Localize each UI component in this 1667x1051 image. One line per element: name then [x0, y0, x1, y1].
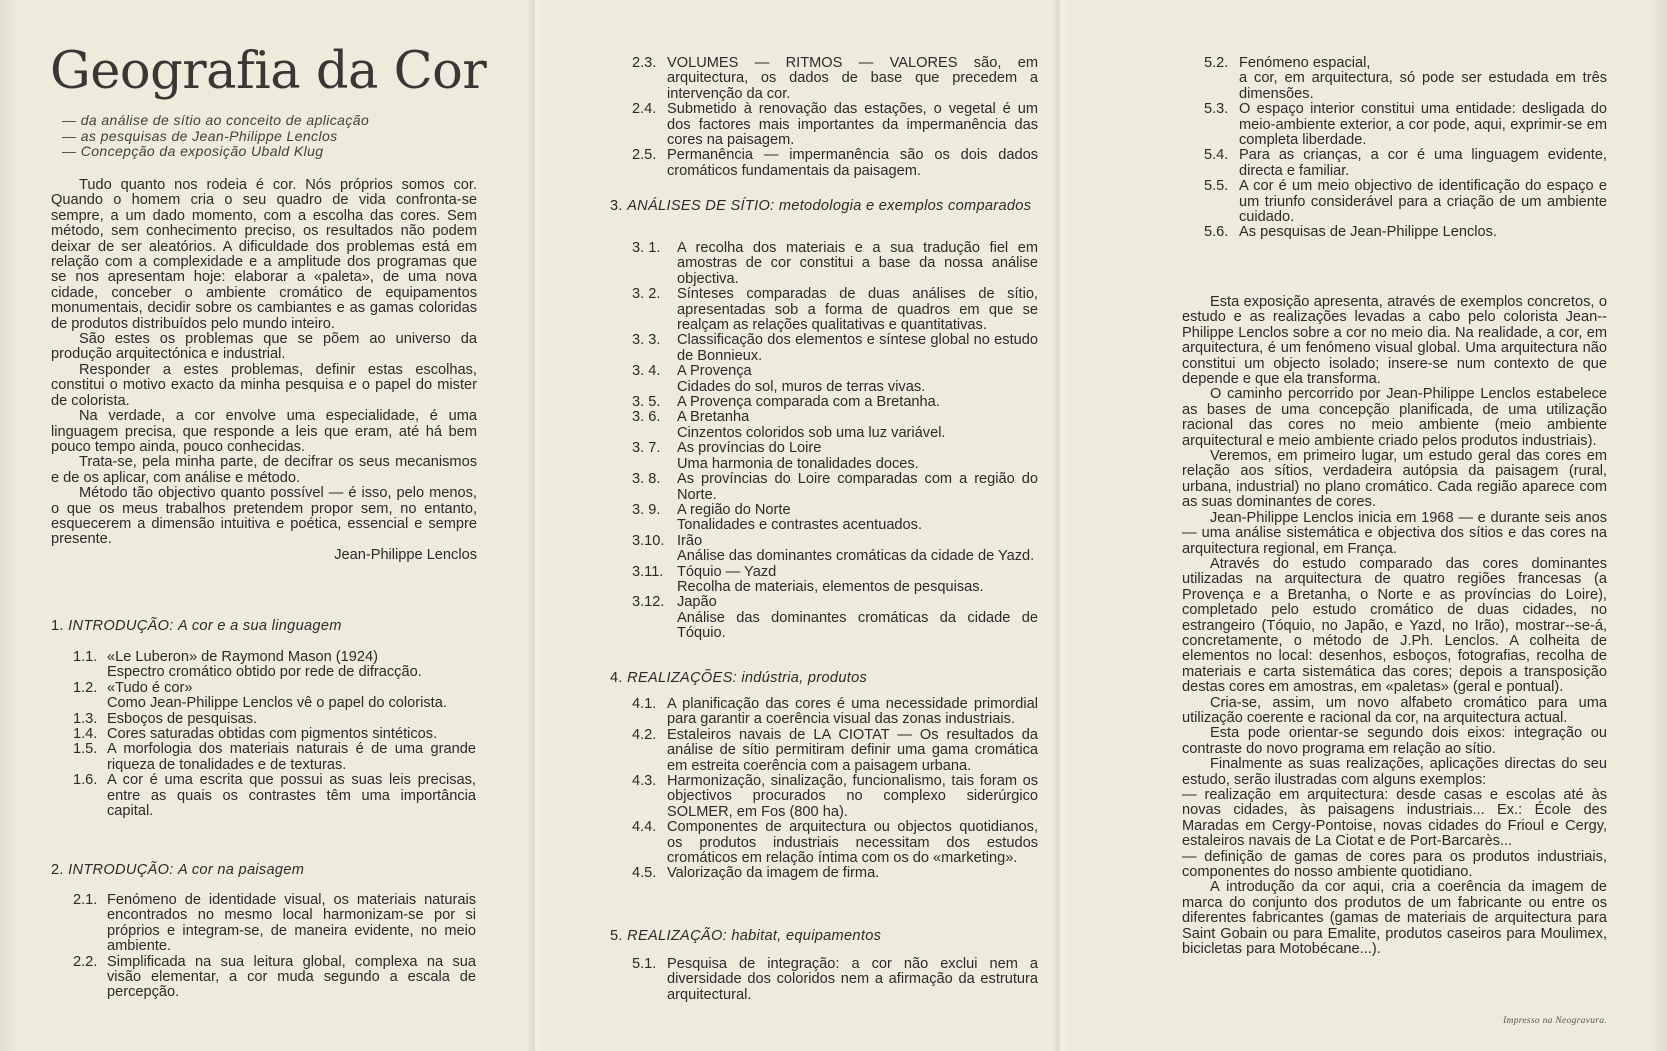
list-item: [73, 650, 476, 681]
list-item: [632, 820, 1038, 866]
item-number: 2.4.: [632, 101, 657, 118]
item-text: Esboços de pesquisas.: [107, 710, 258, 727]
list-item: [632, 148, 1038, 179]
section-title: REALIZAÇÃO:: [627, 928, 727, 944]
item-subtext: Tonalidades e contrastes acentuados.: [677, 517, 923, 534]
item-subtext: a cor, em arquitectura, só pode ser estudada em três dimensões.: [1239, 70, 1607, 102]
exposition-paragraph: Através do estudo comparado das cores dominantes utilizadas na arquitectura de quatro regiões francesas (a Provença e a Bretanha, o Norte e as províncias do Loire), completado pelo estudo cromático de duas cidades, no estrangeiro (Tóquio, no Japão, e Yazd, no Irão), mostrar--se-á, concretamente, o método de J.Ph. Lenclos. A colheita de elementos no local: desenhos, esboços, fotografias, recolha de materiais e carta sistemática das cores; depois a transposição destas cores em amostras, em «paletas» (geral e pontual).: [1182, 555, 1607, 696]
item-number: 5.6.: [1204, 224, 1229, 241]
item-text: A morfologia dos materiais naturais é de uma grande riqueza de tonalidades e de texturas.: [107, 741, 476, 773]
page-title: Geografia da Cor: [50, 42, 487, 101]
item-number: 3. 3.: [632, 332, 661, 349]
item-subtext: Recolha de materiais, elementos de pesquisas.: [677, 578, 984, 595]
item-text: Harmonização, sinalização, funcionalismo, tais foram os objectivos procurados no complexo siderúrgico SOLMER, em Fos (800 ha).: [667, 773, 1038, 820]
item-number: 3. 6.: [632, 409, 661, 426]
intro-paragraph: São estes os problemas que se põem ao universo da produção arquitectónica e industrial.: [51, 331, 477, 363]
item-number: 3.10.: [632, 532, 665, 549]
printer-credit: Impresso na Neogravura.: [1503, 1015, 1607, 1026]
exposition-paragraph: Veremos, em primeiro lugar, um estudo geral das cores em relação aos sítios, verdadeira autópsia da paisagem (rural, urbana, industrial) no plano cromático. Cada região aparece com as suas dominantes de cores.: [1182, 448, 1607, 511]
list-item: [632, 56, 1038, 102]
section-2-continued-items: [632, 56, 1038, 179]
item-text: As províncias do Loire comparadas com a região do Norte.: [677, 471, 1038, 503]
item-text: A cor é um meio objectivo de identificação do espaço e um triunfo considerável para a criação de um ambiente cuidado.: [1239, 178, 1607, 226]
panel-fold-right: [1052, 0, 1068, 1051]
item-number: 4.5.: [632, 865, 657, 882]
item-number: 5.1.: [632, 956, 657, 972]
item-subtext: Como Jean-Philippe Lenclos vê o papel do colorista.: [107, 695, 447, 712]
list-item: [632, 595, 1038, 641]
item-text: A Provença comparada com a Bretanha.: [677, 394, 940, 411]
list-item: [73, 773, 476, 819]
section-title: INTRODUÇÃO:: [68, 862, 174, 878]
intro-paragraph: Responder a estes problemas, definir estas escolhas, constitui o motivo exacto da minha pesquisa e o papel do mister de colorista.: [51, 361, 477, 409]
section-3-items: [632, 241, 1038, 642]
item-text: Fenómeno de identidade visual, os materiais naturais encontrados no mesmo local harmonizam-se por si próprios e integram-se, de maneira evidente, no meio ambiente.: [107, 892, 476, 955]
section-number: 3.: [610, 198, 623, 214]
item-text: Irão: [677, 532, 703, 549]
item-number: 3. 8.: [632, 471, 661, 488]
list-item: [632, 364, 1038, 395]
item-number: 3. 9.: [632, 501, 661, 518]
section-title: ANÁLISES DE SÍTIO:: [627, 198, 775, 214]
list-item: [73, 712, 476, 727]
exposition-text: [1182, 295, 1607, 957]
section-5-heading: [610, 929, 881, 944]
section-5-items: [632, 957, 1038, 1003]
subtitle-line: — Concepção da exposição Ubald Klug: [62, 143, 324, 159]
item-text: Componentes de arquitectura ou objectos quotidianos, os produtos industriais necessitam dos estudos cromáticos em relação íntima com os do «marketing».: [667, 819, 1038, 867]
section-5-continued-items: [1204, 56, 1607, 241]
item-number: 2.2.: [73, 953, 98, 970]
item-text: As províncias do Loire: [677, 440, 822, 457]
item-number: 2.1.: [73, 892, 98, 908]
item-number: 3. 1.: [632, 240, 661, 256]
item-text: Sínteses comparadas de duas análises de sítio, apresentadas sob a forma de quadros em que se realçam as relações qualitativas e quantitativas.: [677, 286, 1038, 334]
panel-fold-left: [527, 0, 543, 1051]
item-subtext: Cinzentos coloridos sob uma luz variável.: [677, 424, 946, 441]
list-item: [632, 472, 1038, 503]
intro-paragraph: Trata-se, pela minha parte, de decifrar os seus mecanismos e de os aplicar, com análise e método.: [51, 454, 477, 486]
intro-paragraph: Método tão objectivo quanto possível — é isso, pelo menos, o que os meus trabalhos pretendem propor sem, no entanto, esquecerem a dimensão intuitiva e poética, essencial e sempre presente.: [51, 485, 477, 548]
list-item: [73, 955, 476, 1001]
list-item: [632, 395, 1038, 410]
list-item: [632, 728, 1038, 774]
exposition-paragraph: Jean-Philippe Lenclos inicia em 1968 — e durante seis anos — uma análise sistemática e objectiva dos sítios e das cores na arquitectura regional, em França.: [1182, 509, 1607, 557]
item-number: 3. 4.: [632, 363, 661, 380]
section-subtitle: A cor na paisagem: [177, 862, 305, 878]
intro-paragraph: Na verdade, a cor envolve uma especialidade, é uma linguagem precisa, que responde a leis que eram, até há bem pouco tempo ainda, pouco conhecidas.: [51, 408, 477, 455]
item-number: 1.2.: [73, 679, 98, 696]
item-text: A recolha dos materiais e a sua tradução fiel em amostras de cor constitui a base da nossa análise objectiva.: [677, 240, 1038, 287]
exposition-paragraph: Esta exposição apresenta, através de exemplos concretos, o estudo e as realizações levadas a cabo pelo colorista Jean--Philippe Lenclos sobre a cor no meio dia. Na realidade, a cor, em arquitectura, é um fenómeno visual global. Uma arquitectura não constitui um objecto isolado; insere-se num contexto de que depende e que ela transforma.: [1182, 294, 1607, 388]
item-text: As pesquisas de Jean-Philippe Lenclos.: [1239, 224, 1497, 241]
list-item: [632, 866, 1038, 881]
list-item: [632, 333, 1038, 364]
item-number: 5.3.: [1204, 101, 1229, 118]
item-number: 3. 5.: [632, 394, 661, 411]
item-text: Cores saturadas obtidas com pigmentos sintéticos.: [107, 726, 438, 743]
list-item: [632, 241, 1038, 287]
section-number: 4.: [610, 670, 623, 686]
exposition-paragraph: Esta pode orientar-se segundo dois eixos: integração ou contraste do novo programa em relação ao sítio.: [1182, 725, 1607, 757]
item-text: Japão: [677, 594, 717, 611]
item-number: 3. 7.: [632, 440, 661, 457]
list-item: [1204, 148, 1607, 179]
exposition-paragraph: — realização em arquitectura: desde casas e escolas até às novas cidades, às paisagens industriais... Ex.: École des Maradas em Cergy-Pontoise, novas cidades do Frioul e Cergy, estaleiros navais de La Ciotat e de Port-Barcarès...: [1182, 787, 1607, 850]
author-signature: Jean-Philippe Lenclos: [334, 546, 477, 563]
section-1-heading: [51, 619, 342, 634]
item-text: Pesquisa de integração: a cor não exclui nem a diversidade dos coloridos nem a afirmação da estrutura arquitectural.: [667, 956, 1038, 1003]
subtitle-list: [62, 113, 369, 160]
item-number: 2.3.: [632, 55, 657, 71]
list-item: [632, 697, 1038, 728]
item-number: 1.5.: [73, 741, 98, 758]
item-number: 5.2.: [1204, 55, 1229, 71]
subtitle-line: — as pesquisas de Jean-Philippe Lenclos: [62, 127, 338, 144]
item-text: Valorização da imagem de firma.: [667, 865, 880, 882]
section-subtitle: indústria, produtos: [741, 670, 868, 686]
item-subtext: Espectro cromático obtido por rede de difracção.: [107, 664, 422, 681]
item-number: 3.12.: [632, 594, 665, 611]
item-number: 5.5.: [1204, 178, 1229, 195]
item-number: 1.1.: [73, 649, 98, 665]
section-4-items: [632, 697, 1038, 882]
item-number: 3. 2.: [632, 286, 661, 303]
intro-paragraph: Tudo quanto nos rodeia é cor. Nós próprios somos cor. Quando o homem cria o seu quadro de vida confronta-se sempre, a um dado momento, com a escolha das cores. Sem método, sem conhecimento preciso, os resultados não podem deixar de ser aleatórios. A dificuldade dos problemas está em relação com a complexidade e a amplitude dos programas que se nos apresentam hoje: elaborar a «paleta», de uma nova cidade, conceber o ambiente cromático de equipamentos monumentais, decidir sobre os cambiantes e as gamas coloridas de produtos distribuídos pelo mundo inteiro.: [51, 177, 477, 332]
list-item: [632, 410, 1038, 441]
item-number: 4.1.: [632, 696, 657, 712]
item-subtext: Cidades do sol, muros de terras vivas.: [677, 378, 926, 395]
list-item: [1204, 56, 1607, 102]
list-item: [632, 534, 1038, 565]
item-text: Tóquio — Yazd: [677, 563, 777, 580]
item-subtext: Uma harmonia de tonalidades doces.: [677, 455, 919, 472]
item-text: Classificação dos elementos e síntese global no estudo de Bonnieux.: [677, 332, 1038, 364]
list-item: [632, 774, 1038, 820]
list-item: [73, 893, 476, 955]
section-subtitle: habitat, equipamentos: [731, 928, 882, 944]
exposition-paragraph: A introdução da cor aqui, cria a coerência da imagem de marca do conjunto dos produtos de um fabricante ou entre os diferentes fabricantes (gamas de materiais de arquitectura para Saint Gobain ou para Emalite, produtos caseiros para Moulimex, bicicletas para Motobécane...).: [1182, 879, 1607, 958]
item-text: Fenómeno espacial,: [1239, 55, 1371, 71]
item-text: O espaço interior constitui uma entidade: desligada do meio-ambiente exterior, a cor pode, aqui, exprimir-se em completa liberdade.: [1239, 101, 1607, 149]
item-subtext: Análise das dominantes cromáticas da cidade de Tóquio.: [677, 609, 1038, 642]
list-item: [632, 102, 1038, 148]
item-subtext: Análise das dominantes cromáticas da cidade de Yazd.: [677, 548, 1035, 565]
section-number: 5.: [610, 928, 623, 944]
item-number: 1.4.: [73, 726, 98, 743]
section-subtitle: A cor e a sua linguagem: [177, 618, 342, 634]
section-title: INTRODUÇÃO:: [68, 618, 174, 634]
subtitle-line: — da análise de sítio ao conceito de aplicação: [62, 112, 370, 128]
section-subtitle: metodologia e exemplos comparados: [778, 198, 1032, 214]
exposition-paragraph: Finalmente as suas realizações, aplicações directas do seu estudo, serão ilustradas com alguns exemplos:: [1182, 756, 1607, 788]
list-item: [73, 727, 476, 742]
item-text: A cor é uma escrita que possui as suas leis precisas, entre as quais os contrastes têm uma importância capital.: [107, 772, 476, 820]
item-text: Estaleiros navais de LA CIOTAT — Os resultados da análise de sítio permitiram definir uma gama cromática em estreita coerência com a paisagem urbana.: [667, 726, 1038, 774]
list-item: [73, 742, 476, 773]
section-2-items: [73, 893, 476, 1001]
item-text: VOLUMES — RITMOS — VALORES são, em arquitectura, os dados de base que precedem a intervenção da cor.: [667, 55, 1038, 102]
intro-text: [51, 178, 477, 563]
exposition-paragraph: Cria-se, assim, um novo alfabeto cromático para uma utilização coerente e racional da cor, na arquitectura actual.: [1182, 694, 1607, 726]
item-text: Permanência — impermanência são os dois dados cromáticos fundamentais da paisagem.: [667, 147, 1038, 179]
section-title: REALIZAÇÕES:: [627, 670, 737, 686]
section-1-items: [73, 650, 476, 819]
list-item: [632, 957, 1038, 1003]
item-number: 1.3.: [73, 710, 98, 727]
list-item: [632, 441, 1038, 472]
section-2-heading: [51, 863, 304, 878]
list-item: [73, 681, 476, 712]
list-item: [632, 503, 1038, 534]
list-item: [1204, 225, 1607, 240]
item-number: 4.2.: [632, 726, 657, 743]
item-number: 2.5.: [632, 147, 657, 164]
item-text: A região do Norte: [677, 501, 791, 518]
item-text: A Provença: [677, 363, 752, 380]
item-text: «Tudo é cor»: [107, 679, 193, 696]
item-number: 4.4.: [632, 819, 657, 836]
item-text: A planificação das cores é uma necessidade primordial para garantir a coerência visual das zonas industriais.: [667, 696, 1038, 728]
item-text: Submetido à renovação das estações, o vegetal é um dos factores mais importantes da impermanência das cores na paisagem.: [667, 101, 1038, 149]
item-number: 3.11.: [632, 563, 664, 580]
item-number: 1.6.: [73, 772, 98, 789]
list-item: [1204, 102, 1607, 148]
section-number: 1.: [51, 618, 64, 634]
section-3-heading: [610, 199, 1038, 214]
section-4-heading: [610, 671, 867, 686]
item-number: 4.3.: [632, 773, 657, 790]
item-number: 5.4.: [1204, 147, 1229, 164]
exposition-paragraph: O caminho percorrido por Jean-Philippe Lenclos estabelece as bases de uma concepção planificada, de uma utilização racional das cores no meio ambiente (meio ambiente arquitectural e meio ambiente criado pelos produtos industriais).: [1182, 386, 1607, 449]
list-item: [1204, 179, 1607, 225]
list-item: [632, 565, 1038, 596]
exposition-paragraph: — definição de gamas de cores para os produtos industriais, componentes do nosso ambiente quotidiano.: [1182, 848, 1607, 881]
list-item: [632, 287, 1038, 333]
item-text: A Bretanha: [677, 409, 750, 426]
item-text: Simplificada na sua leitura global, complexa na sua visão elementar, a cor muda segundo a escala de percepção.: [107, 953, 476, 1001]
item-text: Para as crianças, a cor é uma linguagem evidente, directa e familiar.: [1239, 147, 1607, 179]
item-text: «Le Luberon» de Raymond Mason (1924): [107, 649, 378, 665]
section-number: 2.: [51, 862, 64, 878]
